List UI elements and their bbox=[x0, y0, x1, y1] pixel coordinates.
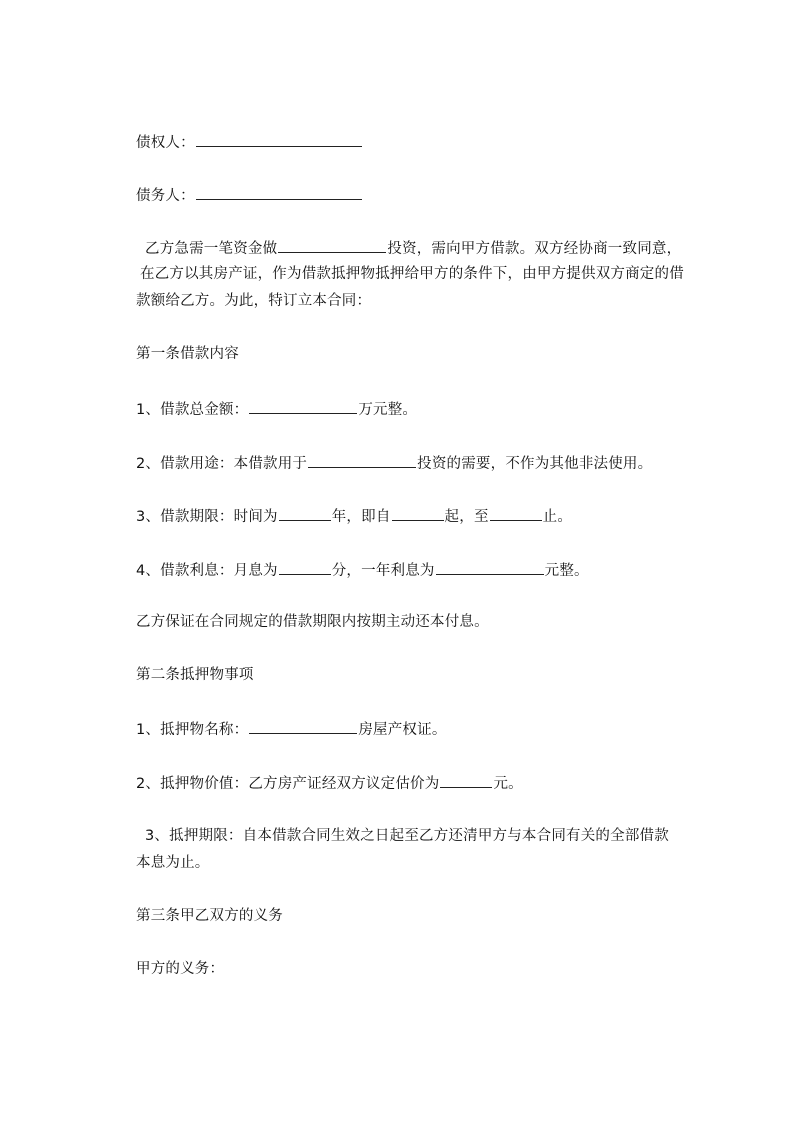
article-3-heading bbox=[136, 906, 283, 926]
clause-text: 本息为止。 bbox=[136, 855, 210, 871]
preamble-text: 乙方急需一笔资金做 bbox=[145, 241, 278, 257]
section-heading: 第一条借款内容 bbox=[136, 346, 239, 362]
term-start-blank bbox=[392, 505, 444, 521]
term-years-blank bbox=[279, 505, 331, 521]
preamble-text: 款额给乙方。为此，特订立本合同： bbox=[136, 293, 372, 309]
collateral-name-blank bbox=[249, 718, 357, 734]
clause-text: 分，一年利息为 bbox=[331, 563, 435, 579]
mortgage-term-line-1 bbox=[145, 826, 669, 846]
section-heading: 第三条甲乙双方的义务 bbox=[136, 908, 283, 924]
clause-text: 1、借款总金额： bbox=[136, 402, 249, 418]
clause-text: 1、抵押物名称： bbox=[136, 722, 249, 738]
clause-text: 3、抵押期限：自本借款合同生效之日起至乙方还清甲方与本合同有关的全部借款 bbox=[145, 828, 669, 844]
article-1-heading bbox=[136, 344, 239, 364]
monthly-rate-blank bbox=[279, 559, 331, 575]
term-end-blank bbox=[490, 505, 542, 521]
section-heading: 第二条抵押物事项 bbox=[136, 667, 254, 683]
clause-text: 乙方保证在合同规定的借款期限内按期主动还本付息。 bbox=[136, 614, 489, 630]
preamble-text: 投资，需向甲方借款。双方经协商一致同意， bbox=[387, 241, 682, 257]
clause-text: 止。 bbox=[542, 509, 573, 525]
investment-blank bbox=[278, 237, 386, 253]
loan-amount-blank bbox=[249, 398, 357, 414]
mortgage-term-line-2 bbox=[136, 853, 210, 873]
repayment-guarantee-line bbox=[136, 612, 489, 632]
collateral-name-line bbox=[136, 718, 447, 740]
clause-text: 房屋产权证。 bbox=[358, 722, 447, 738]
clause-text: 元整。 bbox=[544, 563, 589, 579]
preamble-line-1 bbox=[145, 237, 681, 259]
loan-purpose-blank bbox=[308, 452, 416, 468]
clause-text: 投资的需要，不作为其他非法使用。 bbox=[417, 456, 653, 472]
loan-term-line bbox=[136, 505, 572, 527]
party-a-duties-line bbox=[136, 959, 224, 979]
preamble-text: 在乙方以其房产证，作为借款抵押物抵押给甲方的条件下，由甲方提供双方商定的借 bbox=[140, 266, 684, 282]
clause-text: 起，至 bbox=[444, 509, 489, 525]
debtor-blank bbox=[196, 184, 362, 200]
loan-purpose-line bbox=[136, 452, 652, 474]
collateral-value-line bbox=[136, 772, 523, 794]
clause-text: 甲方的义务： bbox=[136, 961, 225, 977]
clause-text: 万元整。 bbox=[358, 402, 418, 418]
clause-text: 年，即自 bbox=[331, 509, 391, 525]
annual-interest-blank bbox=[436, 559, 544, 575]
debtor-line bbox=[136, 184, 363, 206]
creditor-line bbox=[136, 131, 363, 153]
preamble-line-3 bbox=[136, 291, 371, 311]
clause-text: 3、借款期限：时间为 bbox=[136, 509, 278, 525]
creditor-label: 债权人： bbox=[136, 135, 195, 151]
loan-interest-line bbox=[136, 559, 589, 581]
clause-text: 2、借款用途：本借款用于 bbox=[136, 456, 308, 472]
article-2-heading bbox=[136, 665, 254, 685]
debtor-label: 债务人： bbox=[136, 188, 195, 204]
collateral-value-blank bbox=[440, 772, 492, 788]
clause-text: 2、抵押物价值：乙方房产证经双方议定估价为 bbox=[136, 776, 440, 792]
preamble-line-2 bbox=[140, 264, 684, 284]
clause-text: 元。 bbox=[493, 776, 523, 792]
creditor-blank bbox=[196, 131, 362, 147]
loan-amount-line bbox=[136, 398, 417, 420]
clause-text: 4、借款利息：月息为 bbox=[136, 563, 278, 579]
